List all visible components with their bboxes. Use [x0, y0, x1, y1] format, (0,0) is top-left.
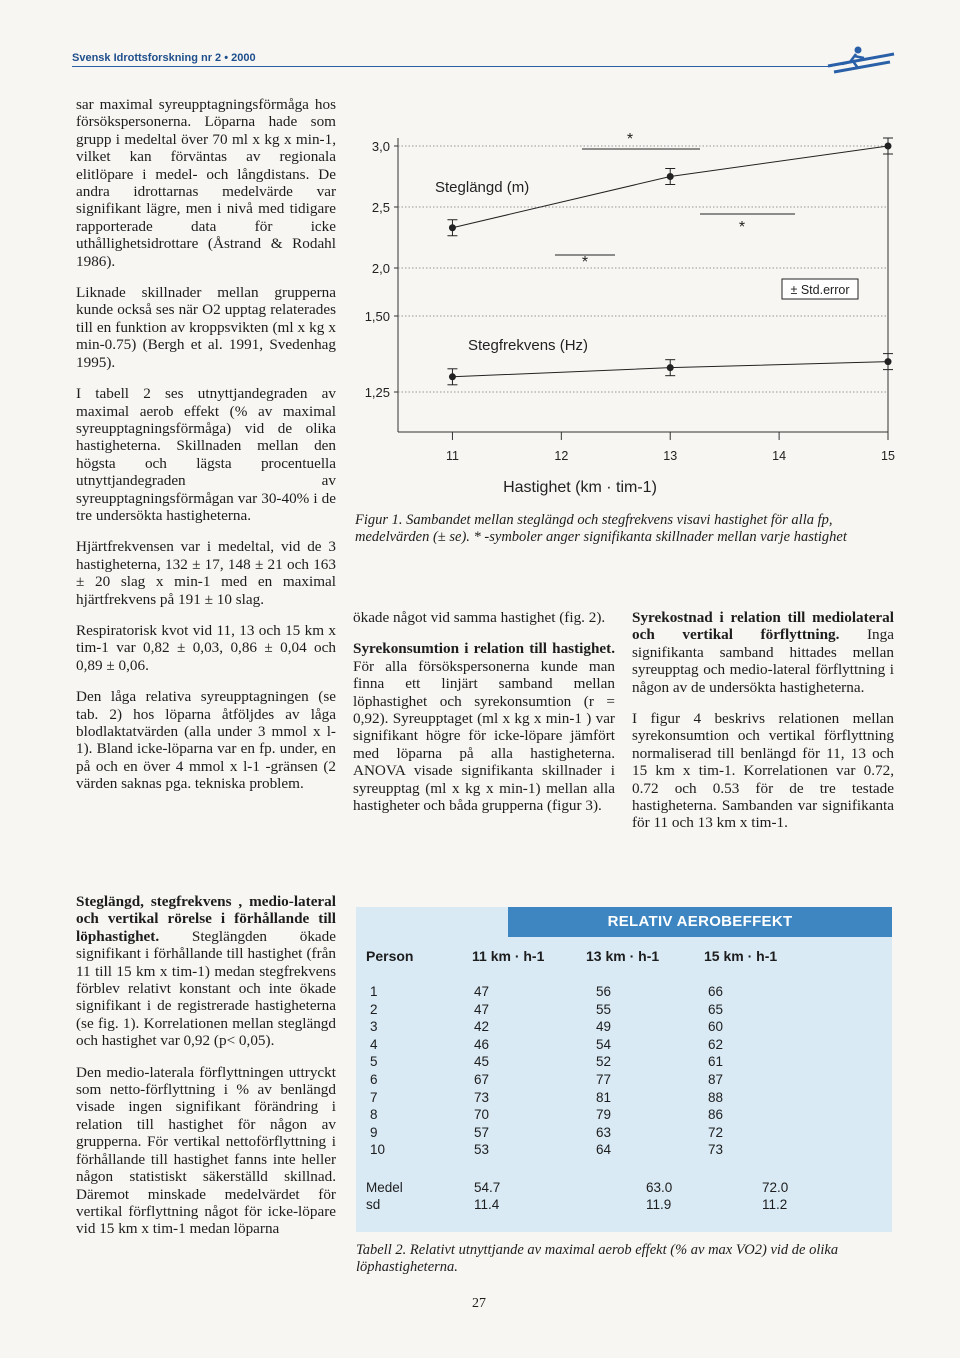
table-cell: 10 [370, 1142, 386, 1158]
significance-marker: * [581, 254, 589, 271]
x-tick-label: 15 [881, 449, 895, 463]
x-tick-label: 11 [445, 449, 459, 463]
table-summary-cell: Medel [366, 1180, 403, 1195]
paragraph-body: För alla försökspersonerna kunde man finna ett linjärt samband mellan löphastighet och syrekonsumtion (r = 0,92). Syreupptaget (ml x kg x min-1 ) var signifikant högre för icke-löpare jämfört med löparna på alla hastigheterna. ANOVA visade signifikanta skillnader i syreupptag (ml x kg x min-1) mellan alla hastigheter och båda grupperna (figur 3). [353, 657, 615, 815]
y-tick-label: 1,25 [364, 385, 390, 400]
table-cell: 67 [474, 1072, 490, 1087]
significance-marker: * [738, 219, 746, 236]
paragraph: ökade något vid samma hastighet (fig. 2). [353, 609, 606, 626]
significance-marker: * [626, 131, 634, 148]
series-label: Steglängd (m) [435, 179, 530, 196]
table-cell: 64 [596, 1142, 612, 1158]
data-point [885, 358, 892, 365]
table-cell: 8 [370, 1107, 378, 1123]
y-tick-label: 1,50 [364, 309, 390, 324]
table-2-caption: Tabell 2. Relativt utnyttjande av maximal aerob effekt (% av max VO2) vid de olika löphastigheterna. [356, 1242, 839, 1275]
data-point [885, 143, 892, 150]
table-summary-cell: 11.2 [762, 1197, 788, 1212]
table-cell: 79 [596, 1107, 612, 1123]
table-cell: 77 [596, 1072, 612, 1087]
column-2 [353, 609, 615, 828]
section-heading: Steglängd, stegfrekvens , medio-lateral och vertikal rörelse i förhållande till löphastighet. [76, 893, 336, 945]
runner-logo-icon [824, 44, 896, 76]
table-2-title: RELATIV AEROBEFFEKT [508, 907, 892, 937]
table-cell: 1 [370, 984, 378, 999]
legend-label: ± Std.error [790, 283, 850, 297]
table-cell: 73 [474, 1089, 490, 1105]
column-3 [632, 609, 894, 846]
table-cell: 52 [596, 1054, 612, 1070]
column-1-top [76, 96, 336, 807]
table-cell: 61 [708, 1054, 724, 1070]
paragraph: I tabell 2 ses utnyttjandegraden av maximal aerob effekt (% av maximal syreupptagningsförmåga) vid de olika hastigheterna. Skillnaden mellan den högsta och lägsta procentuella utnyttjandegraden av syreupptagningsförmågan var 30-40% i de tre undersökta hastigheterna. [76, 385, 336, 524]
table-header-cell: 13 km · h-1 [586, 948, 660, 964]
figure-1-caption: Figur 1. Sambandet mellan steglängd och stegfrekvens visavi hastighet för alla fp, medelvärden (± se). * -symboler anger signifikanta skillnader mellan varje hastighet [355, 512, 847, 545]
table-summary-cell: 63.0 [646, 1180, 673, 1195]
series-label: Stegfrekvens (Hz) [468, 337, 589, 354]
figure-1-chart [350, 110, 895, 500]
table-cell: 7 [370, 1089, 378, 1105]
table-cell: 2 [370, 1001, 378, 1017]
paragraph: sar maximal syreupptagningsförmåga hos försökspersonerna. Löparna hade som grupp i medeltal över 70 ml x kg x min-1, vilket kan förväntas av regionala elitlöpare i medel- och långdistans. De andra idrottarnas medelvärde var signifikant lägre, men i nivå med tidigare rapporterade data för icke uthållighetsidrottare (Åstrand & Rodahl 1986). [76, 96, 336, 270]
section-heading: Syrekostnad i relation till mediolateral och vertikal förflyttning. [632, 609, 894, 644]
paragraph: Den låga relativa syreupptagningen (se tab. 2) hos löparna åtföljdes av låga blodlaktatvärden (alla under 3 mmol x l-1). Bland icke-löparna var en fp. under, en på och en över 4 mmol x l-1 -gränsen (2 värden saknas pga. tekniska problem. [76, 688, 336, 793]
paragraph [632, 609, 894, 696]
paragraph: Respiratorisk kvot vid 11, 13 och 15 km x tim-1 var 0,82 ± 0,03, 0,86 ± 0,04 och 0,89 ± 0,06. [76, 621, 336, 674]
table-cell: 47 [474, 984, 490, 999]
paragraph-body: Inga signifikanta samband hittades mellan syreupptag och medio-lateral förflyttning i någon av de undersökta hastigheterna. [632, 626, 894, 696]
table-cell: 55 [596, 1001, 612, 1017]
section-heading: Syrekonsumtion i relation till hastighet. [353, 640, 615, 658]
data-point [667, 173, 674, 180]
page-header [72, 44, 892, 74]
page-number: 27 [472, 1296, 486, 1311]
paragraph: Hjärtfrekvensen var i medeltal, vid de 3 hastigheterna, 132 ± 17, 148 ± 21 och 163 ± 20 slag x min-1 med en maximal hjärtfrekvens på 191 ± 10 slag. [76, 538, 336, 608]
journal-title: Svensk Idrottsforskning nr 2 • 2000 [72, 52, 256, 64]
table-cell: 3 [370, 1019, 378, 1035]
data-point [449, 224, 456, 231]
x-tick-label: 12 [554, 449, 569, 463]
table-cell: 57 [474, 1124, 490, 1140]
table-header-cell: 15 km · h-1 [704, 948, 778, 964]
table-cell: 62 [708, 1036, 724, 1052]
y-tick-label: 2,0 [371, 261, 390, 276]
table-cell: 87 [708, 1072, 724, 1087]
paragraph: Liknade skillnader mellan grupperna kunde också ses när O2 upptag relaterades till en funktion av kroppsvikten (ml x kg x min-0.75) (Bergh et al. 1991, Svedenhag 1995). [76, 284, 336, 371]
table-cell: 46 [474, 1036, 490, 1052]
table-cell: 73 [708, 1142, 724, 1158]
data-point [449, 373, 456, 380]
table-summary-cell: sd [366, 1197, 381, 1212]
table-summary-cell: 11.4 [474, 1197, 500, 1212]
table-cell: 47 [474, 1001, 490, 1017]
paragraph: Den medio-laterala förflyttningen uttryckt som netto-förflyttning i % av benlängd visade ingen signifikant förändring i relation till hastighet för någon av grupperna. För vertikal nettoförflyttning i förhållande till hastighet fanns inte heller någon statistiskt säkerställd skillnad. Däremot minskade medelvärdet för vertikal förflyttning något för icke-löpare vid 15 km x tim-1 medan löparna [76, 1063, 336, 1238]
table-summary-cell: 11.9 [646, 1197, 672, 1212]
table-cell: 45 [474, 1054, 490, 1070]
table-header-cell: Person [366, 948, 414, 964]
x-tick-label: 13 [663, 449, 678, 463]
table-cell: 86 [708, 1107, 724, 1123]
table-cell: 63 [596, 1124, 612, 1140]
table-cell: 72 [708, 1124, 724, 1140]
paragraph [76, 893, 336, 1050]
table-cell: 66 [708, 984, 724, 999]
table-cell: 49 [596, 1019, 612, 1035]
paragraph [353, 640, 615, 814]
y-tick-label: 2,5 [371, 200, 390, 215]
table-cell: 5 [370, 1054, 378, 1070]
paragraph-body: Steglängden ökade signifikant i förhållande till hastighet (från 11 till 15 km x tim-1) medan stegfrekvens förblev relativt konstant och inte ökade signifikant i de registrerade hastigheterna (se fig. 1). Korrelationen mellan steglängd och hastighet var 0,92 (p< 0,05). [76, 927, 336, 1050]
table-cell: 81 [596, 1089, 612, 1105]
y-tick-label: 3,0 [371, 139, 390, 154]
table-summary-cell: 72.0 [762, 1180, 789, 1195]
data-point [667, 364, 674, 371]
table-summary-cell: 54.7 [474, 1180, 501, 1195]
x-axis-label: Hastighet (km · tim-1) [503, 479, 657, 496]
table-cell: 65 [708, 1001, 724, 1017]
table-cell: 70 [474, 1107, 490, 1123]
table-cell: 6 [370, 1072, 378, 1087]
table-cell: 54 [596, 1036, 612, 1052]
table-cell: 53 [474, 1142, 490, 1158]
table-cell: 9 [370, 1124, 378, 1140]
table-cell: 60 [708, 1019, 724, 1035]
paragraph: I figur 4 beskrivs relationen mellan syrekonsumtion och vertikal förflyttning normaliserad till benlängd för 11, 13 och 15 km x tim-1. Korrelationen var 0.72, 0.72 och 0.53 för de tre testade hastigheterna. Sambanden var signifikanta för 11 och 13 km x tim-1. [632, 710, 894, 832]
table-cell: 56 [596, 984, 612, 999]
table-cell: 42 [474, 1019, 490, 1035]
table-header-cell: 11 km · h-1 [472, 948, 545, 964]
x-tick-label: 14 [772, 449, 787, 463]
table-cell: 88 [708, 1089, 724, 1105]
header-rule [72, 66, 832, 67]
column-1-bottom [76, 893, 336, 1252]
table-cell: 4 [370, 1036, 378, 1052]
